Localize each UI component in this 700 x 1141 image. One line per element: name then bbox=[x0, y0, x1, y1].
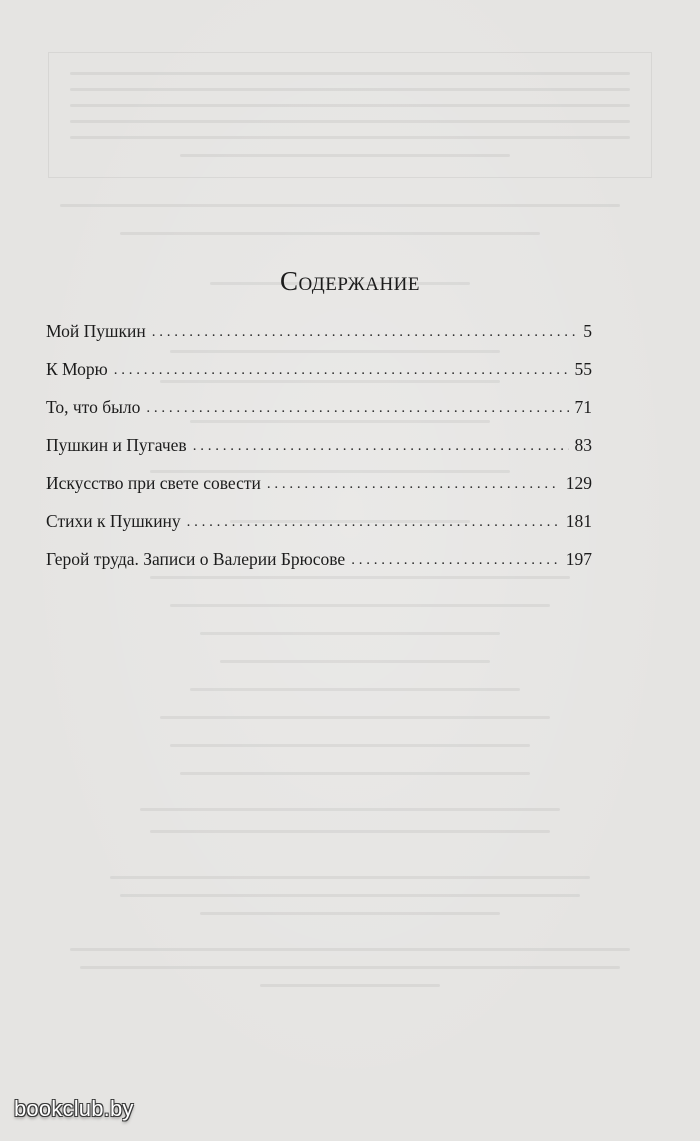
toc-entry-stikhi-k-pushkinu[interactable] bbox=[46, 502, 592, 540]
toc-entry-title: Герой труда. Записи о Валерии Брюсове bbox=[46, 549, 346, 569]
watermark: bookclub.by bbox=[14, 1096, 134, 1121]
toc-entry-page: 83 bbox=[574, 435, 592, 455]
toc-entry-title: То, что было bbox=[46, 397, 141, 417]
dot-leader bbox=[146, 389, 568, 427]
toc-entry-title: К Морю bbox=[46, 359, 108, 379]
toc-entry-pushkin-i-pugachev[interactable] bbox=[46, 426, 592, 464]
toc-entry-geroi-truda[interactable] bbox=[46, 540, 592, 578]
toc-entry-k-moryu[interactable] bbox=[46, 350, 592, 388]
dot-leader bbox=[187, 503, 560, 541]
dot-leader bbox=[193, 427, 569, 465]
toc-entry-page: 5 bbox=[583, 321, 592, 341]
toc-entry-moi-pushkin[interactable] bbox=[46, 312, 592, 350]
toc-entry-page: 129 bbox=[565, 473, 592, 493]
toc-entry-iskusstvo[interactable] bbox=[46, 464, 592, 502]
dot-leader bbox=[351, 541, 560, 579]
dot-leader bbox=[114, 351, 569, 389]
toc-entry-title: Стихи к Пушкину bbox=[46, 511, 181, 531]
toc-entry-title: Пушкин и Пугачев bbox=[46, 435, 187, 455]
toc-entry-page: 197 bbox=[565, 549, 592, 569]
dot-leader bbox=[267, 465, 560, 503]
page-title: Содержание bbox=[279, 266, 421, 297]
toc-entry-page: 55 bbox=[574, 359, 592, 379]
toc-entry-title: Искусство при свете совести bbox=[46, 473, 261, 493]
toc-entry-title: Мой Пушкин bbox=[46, 321, 146, 341]
toc-entry-page: 71 bbox=[574, 397, 592, 417]
toc-entry-to-chto-bylo[interactable] bbox=[46, 388, 592, 426]
toc-entry-page: 181 bbox=[565, 511, 592, 531]
table-of-contents bbox=[46, 312, 592, 578]
dot-leader bbox=[152, 313, 578, 351]
